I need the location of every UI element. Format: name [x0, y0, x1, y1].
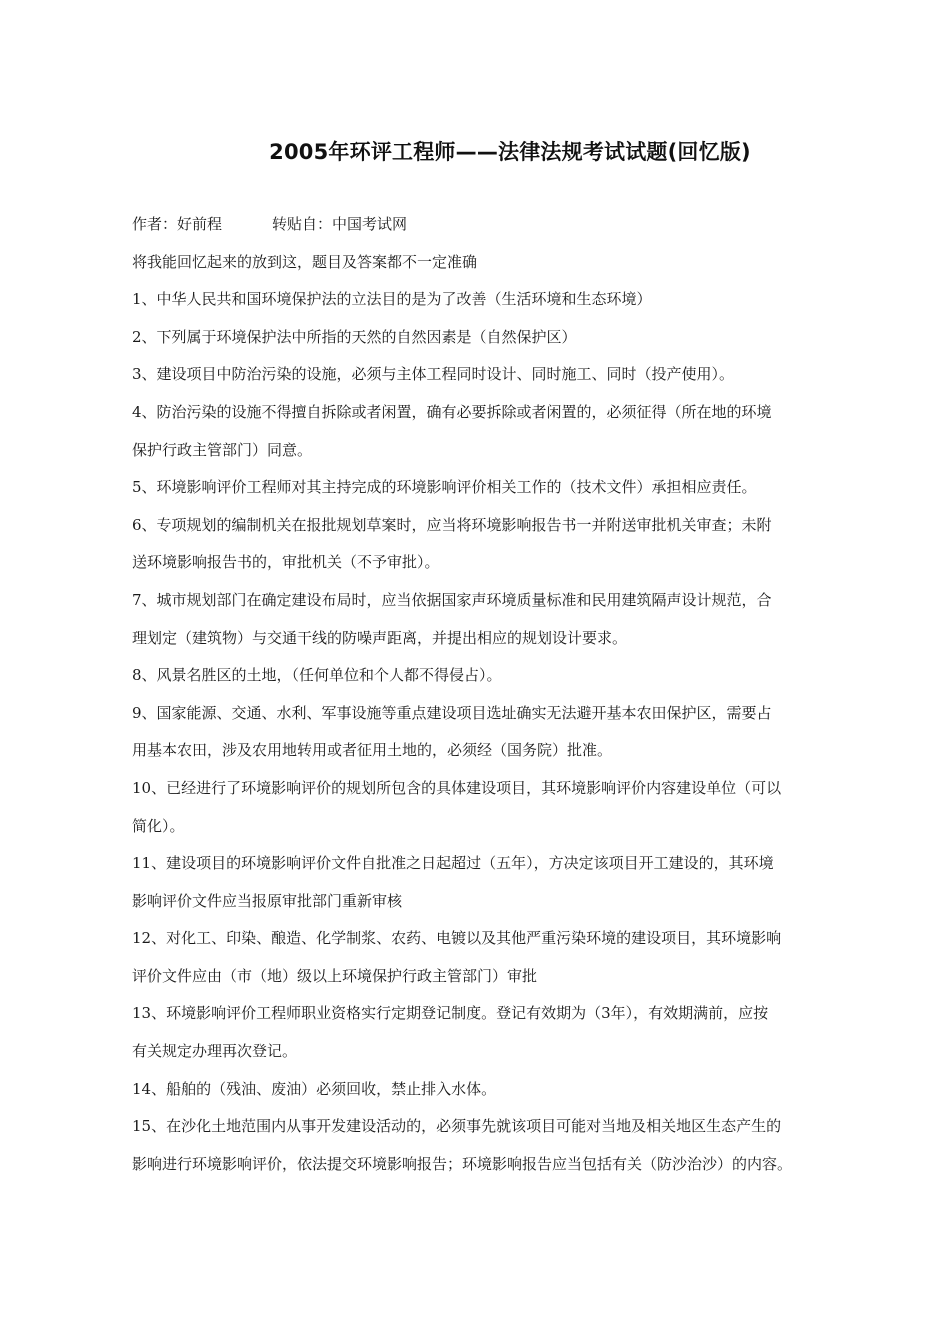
- text-line: 10、已经进行了环境影响评价的规划所包含的具体建设项目，其环境影响评价内容建设单位（可以: [132, 778, 782, 797]
- text-line: 7、城市规划部门在确定建设布局时，应当依据国家声环境质量标准和民用建筑隔声设计规范，合: [132, 590, 772, 609]
- text-line: 影响进行环境影响评价，依法提交环境影响报告；环境影响报告应当包括有关（防沙治沙）的内容。: [132, 1154, 793, 1173]
- text-line: 4、防治污染的设施不得擅自拆除或者闲置，确有必要拆除或者闲置的，必须征得（所在地的环境: [132, 402, 772, 421]
- text-line: 保护行政主管部门）同意。: [132, 440, 313, 459]
- text-line: 影响评价文件应当报原审批部门重新审核: [132, 891, 403, 910]
- author-text: 作者：好前程: [132, 215, 223, 233]
- text-line: 2、下列属于环境保护法中所指的天然的自然因素是（自然保护区）: [132, 327, 577, 346]
- text-line: 3、建设项目中防治污染的设施，必须与主体工程同时设计、同时施工、同时（投产使用）。: [132, 365, 735, 384]
- text-line: 13、环境影响评价工程师职业资格实行定期登记制度。登记有效期为（3年），有效期满前，应按: [132, 1004, 769, 1023]
- intro-text: 将我能回忆起来的放到这，题目及答案都不一定准确: [132, 252, 478, 271]
- text-line: 6、专项规划的编制机关在报批规划草案时，应当将环境影响报告书一并附送审批机关审查；未附: [132, 515, 772, 534]
- text-line: 14、船舶的（残油、废油）必须回收，禁止排入水体。: [132, 1079, 497, 1098]
- text-line: 9、国家能源、交通、水利、军事设施等重点建设项目选址确实无法避开基本农田保护区，需要占: [132, 703, 772, 722]
- byline: [132, 206, 867, 244]
- text-line: 评价文件应由（市（地）级以上环境保护行政主管部门）审批: [132, 966, 538, 985]
- text-line: 15、在沙化土地范围内从事开发建设活动的，必须事先就该项目可能对当地及相关地区生态产生的: [132, 1117, 782, 1136]
- text-line: 8、风景名胜区的土地，（任何单位和个人都不得侵占）。: [132, 666, 502, 685]
- text-line: 11、建设项目的环境影响评价文件自批准之日起超过（五年），方决定该项目开工建设的，其环境: [132, 854, 774, 873]
- text-line: 送环境影响报告书的，审批机关（不予审批）。: [132, 553, 440, 572]
- document-body: [132, 206, 867, 1183]
- text-line: 用基本农田，涉及农用地转用或者征用土地的，必须经（国务院）批准。: [132, 741, 613, 760]
- text-line: 有关规定办理再次登记。: [132, 1042, 298, 1061]
- text-line: 理划定（建筑物）与交通干线的防噪声距离，并提出相应的规划设计要求。: [132, 628, 628, 647]
- source-text: 转贴自：中国考试网: [272, 215, 408, 233]
- text-line: 1、中华人民共和国环境保护法的立法目的是为了改善（生活环境和生态环境）: [132, 290, 652, 309]
- text-line: 12、对化工、印染、酿造、化学制浆、农药、电镀以及其他严重污染环境的建设项目，其环境影响: [132, 929, 782, 948]
- text-line: 简化）。: [132, 816, 185, 835]
- text-line: 5、环境影响评价工程师对其主持完成的环境影响评价相关工作的（技术文件）承担相应责任。: [132, 478, 757, 497]
- document-title: 2005年环评工程师——法律法规考试试题(回忆版): [269, 140, 751, 164]
